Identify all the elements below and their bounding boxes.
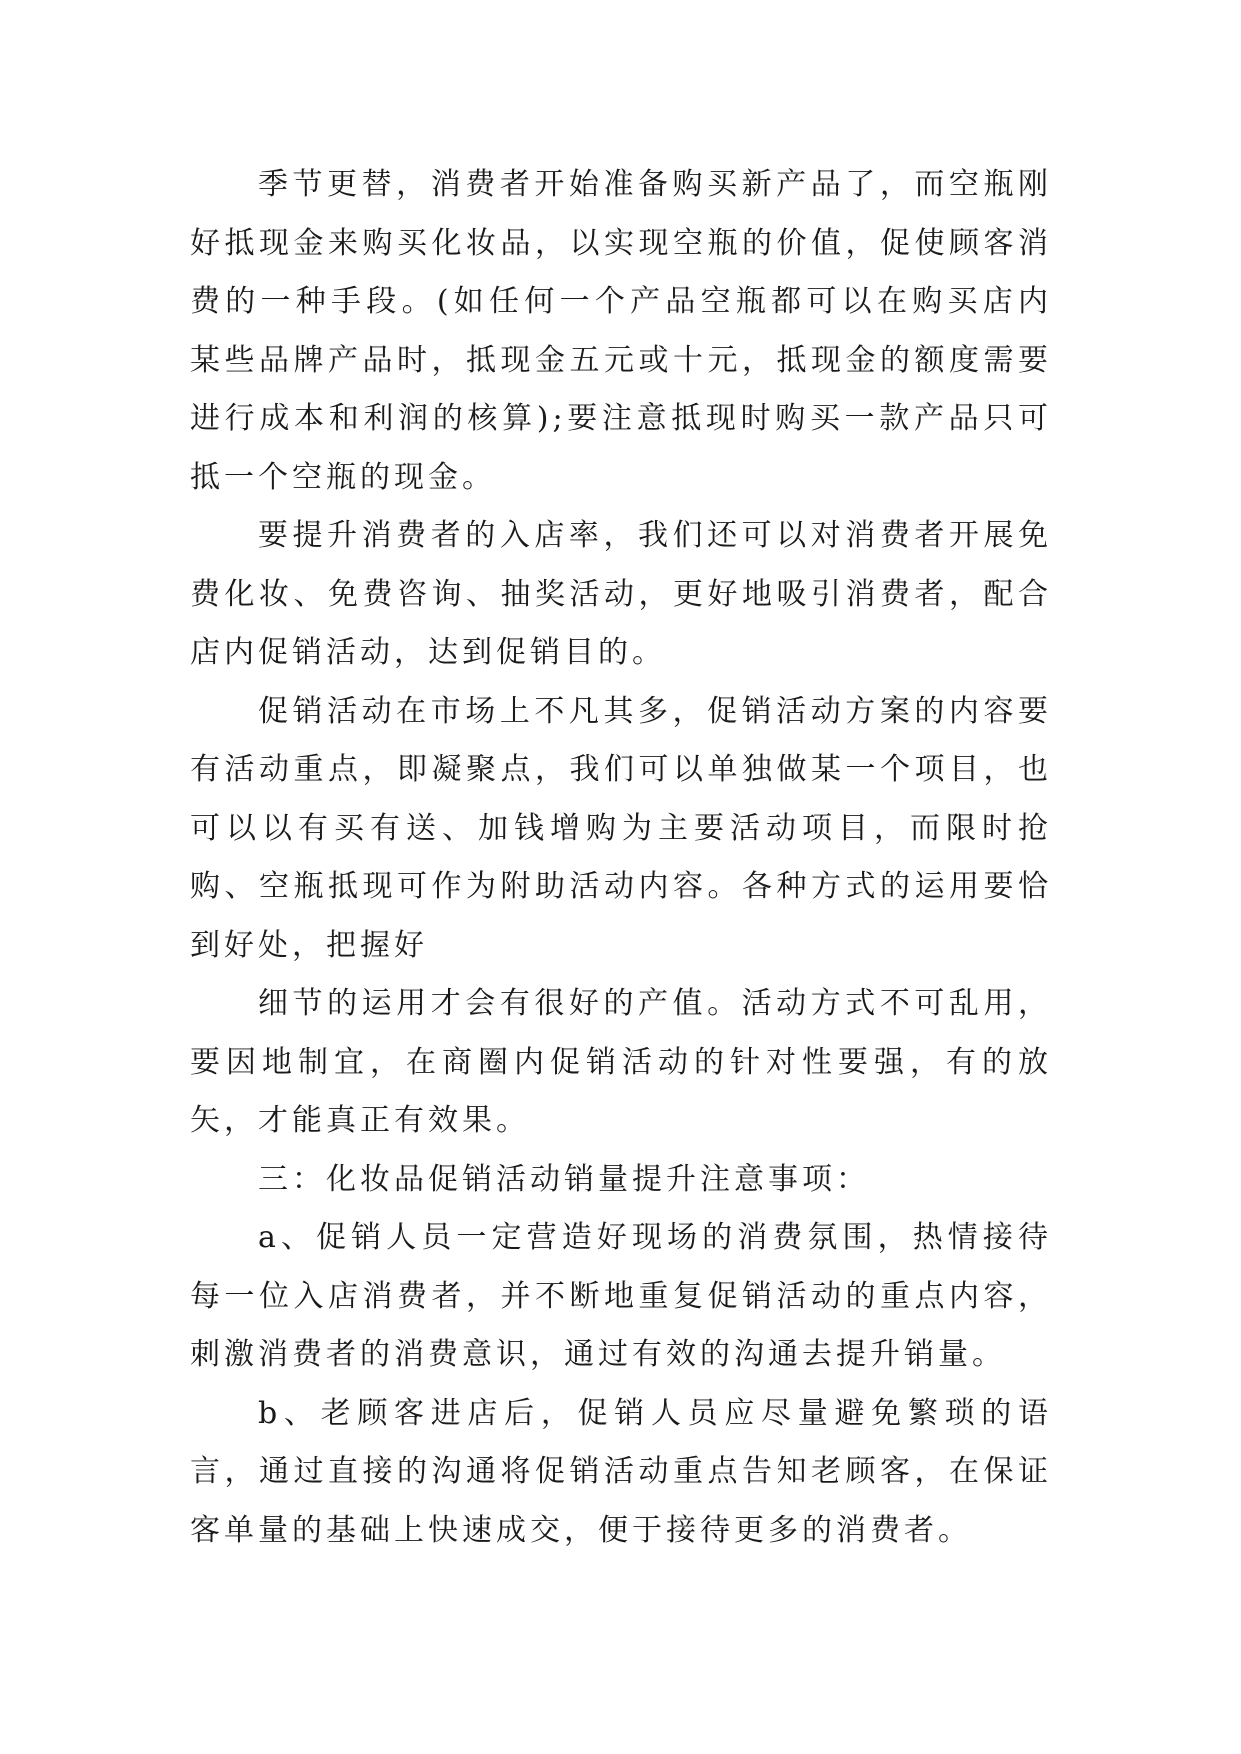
- paragraph-empty-bottle-cash: 季节更替，消费者开始准备购买新产品了，而空瓶刚好抵现金来购买化妆品，以实现空瓶的价值，促使顾客消费的一种手段。(如任何一个产品空瓶都可以在购买店内某些品牌产品时，抵现金五元或十元，抵现金的额度需要进行成本和利润的核算);要注意抵现时购买一款产品只可抵一个空瓶的现金。: [190, 167, 1052, 495]
- document-body: [190, 156, 1052, 1560]
- paragraph-note-a: a、促销人员一定营造好现场的消费氛围，热情接待每一位入店消费者，并不断地重复促销活动的重点内容，刺激消费者的消费意识，通过有效的沟通去提升销量。: [190, 1220, 1052, 1372]
- paragraph-note-b: b、老顾客进店后，促销人员应尽量避免繁琐的语言，通过直接的沟通将促销活动重点告知老顾客，在保证客单量的基础上快速成交，便于接待更多的消费者。: [190, 1395, 1052, 1548]
- section-heading-notes: 三：化妆品促销活动销量提升注意事项：: [258, 1161, 870, 1197]
- paragraph-store-entry-rate: 要提升消费者的入店率，我们还可以对消费者开展免费化妆、免费咨询、抽奖活动，更好地吸引消费者，配合店内促销活动，达到促销目的。: [190, 518, 1052, 670]
- paragraph-detail-usage: 细节的运用才会有很好的产值。活动方式不可乱用，要因地制宜，在商圈内促销活动的针对性要强，有的放矢，才能真正有效果。: [190, 986, 1052, 1138]
- paragraph-activity-focus: 促销活动在市场上不凡其多，促销活动方案的内容要有活动重点，即凝聚点，我们可以单独做某一个项目，也可以以有买有送、加钱增购为主要活动项目，而限时抢购、空瓶抵现可作为附助活动内容。各种方式的运用要恰到好处，把握好: [190, 693, 1052, 963]
